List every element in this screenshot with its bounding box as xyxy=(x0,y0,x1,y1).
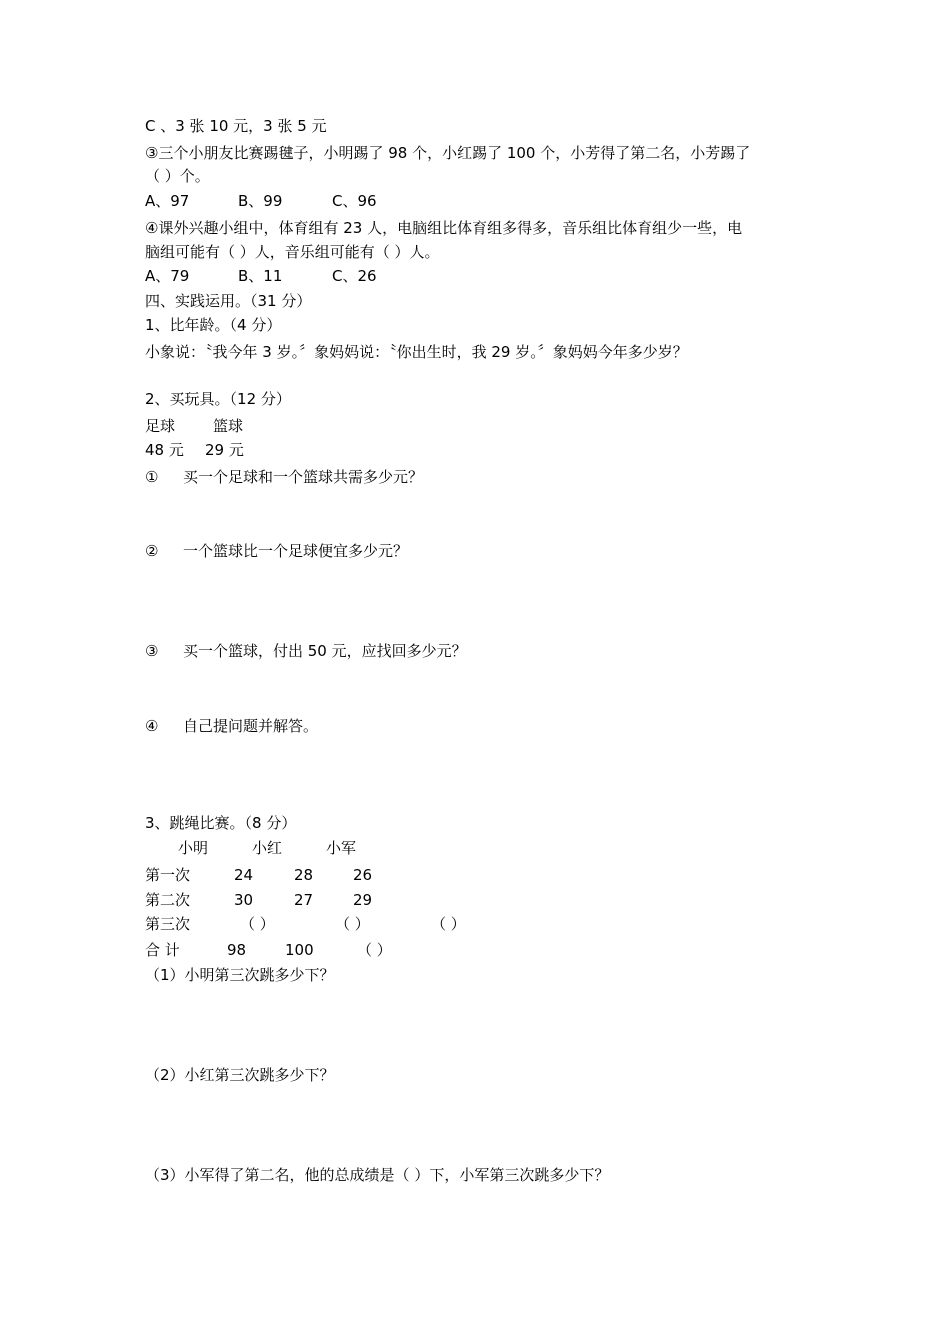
problem3-question: （1）小明第三次跳多少下？ xyxy=(145,966,335,984)
table-cell: 30 xyxy=(234,891,254,909)
question-number: ③ xyxy=(145,642,159,660)
row-label: 第三次 xyxy=(145,915,191,933)
toy-name-football: 足球 xyxy=(145,417,176,435)
table-cell: （ ） xyxy=(335,915,370,933)
column-header: 小红 xyxy=(252,839,283,857)
table-cell: 26 xyxy=(353,866,373,884)
q4-stem-line2: 脑组可能有（ ）人，音乐组可能有（ ）人。 xyxy=(145,243,440,261)
table-cell: 28 xyxy=(294,866,314,884)
toy-price-football: 48 元 xyxy=(145,441,184,459)
question-number: ② xyxy=(145,542,159,560)
q4-option-b: B、11 xyxy=(238,267,283,285)
q2-option-c: C 、3 张 10 元，3 张 5 元 xyxy=(145,117,327,135)
problem2-title: 2、买玩具。（12 分） xyxy=(145,390,291,408)
table-cell: 98 xyxy=(227,941,247,959)
problem3-question: （2）小红第三次跳多少下？ xyxy=(145,1066,335,1084)
question-number: ④ xyxy=(145,717,159,735)
row-label: 第二次 xyxy=(145,891,191,909)
q3-option-c: C、96 xyxy=(332,192,377,210)
column-header: 小军 xyxy=(326,839,357,857)
problem3-question: （3）小军得了第二名，他的总成绩是（ ）下，小军第三次跳多少下？ xyxy=(145,1166,610,1184)
q4-option-a: A、79 xyxy=(145,267,190,285)
toy-price-basketball: 29 元 xyxy=(205,441,244,459)
table-cell: 27 xyxy=(294,891,314,909)
row-label: 第一次 xyxy=(145,866,191,884)
question-text: 一个篮球比一个足球便宜多少元？ xyxy=(183,542,409,560)
question-text: 买一个篮球，付出 50 元，应找回多少元？ xyxy=(183,642,467,660)
problem1-text: 小象说：〝我今年 3 岁。〞象妈妈说：〝你出生时，我 29 岁。〞象妈妈今年多少岁？ xyxy=(145,343,688,361)
row-label: 合 计 xyxy=(145,941,180,959)
q3-stem-line1: ③三个小朋友比赛踢毽子，小明踢了 98 个，小红踢了 100 个，小芳得了第二名，小芳踢了 xyxy=(145,144,751,162)
q4-stem-line1: ④课外兴趣小组中，体育组有 23 人，电脑组比体育组多得多，音乐组比体育组少一些，电 xyxy=(145,219,743,237)
toy-name-basketball: 篮球 xyxy=(213,417,244,435)
section4-heading: 四、实践运用。（31 分） xyxy=(145,292,312,310)
column-header: 小明 xyxy=(178,839,209,857)
question-text: 买一个足球和一个篮球共需多少元？ xyxy=(183,468,424,486)
q3-option-a: A、97 xyxy=(145,192,190,210)
problem3-title: 3、跳绳比赛。（8 分） xyxy=(145,814,297,832)
question-number: ① xyxy=(145,468,159,486)
problem1-title: 1、比年龄。（4 分） xyxy=(145,316,282,334)
table-cell: （ ） xyxy=(431,915,466,933)
table-cell: 100 xyxy=(285,941,314,959)
question-text: 自己提问题并解答。 xyxy=(183,717,319,735)
q4-option-c: C、26 xyxy=(332,267,377,285)
table-cell: 29 xyxy=(353,891,373,909)
q3-option-b: B、99 xyxy=(238,192,283,210)
table-cell: （ ） xyxy=(357,941,392,959)
q3-stem-line2: （ ）个。 xyxy=(145,167,210,185)
table-cell: （ ） xyxy=(240,915,275,933)
table-cell: 24 xyxy=(234,866,254,884)
